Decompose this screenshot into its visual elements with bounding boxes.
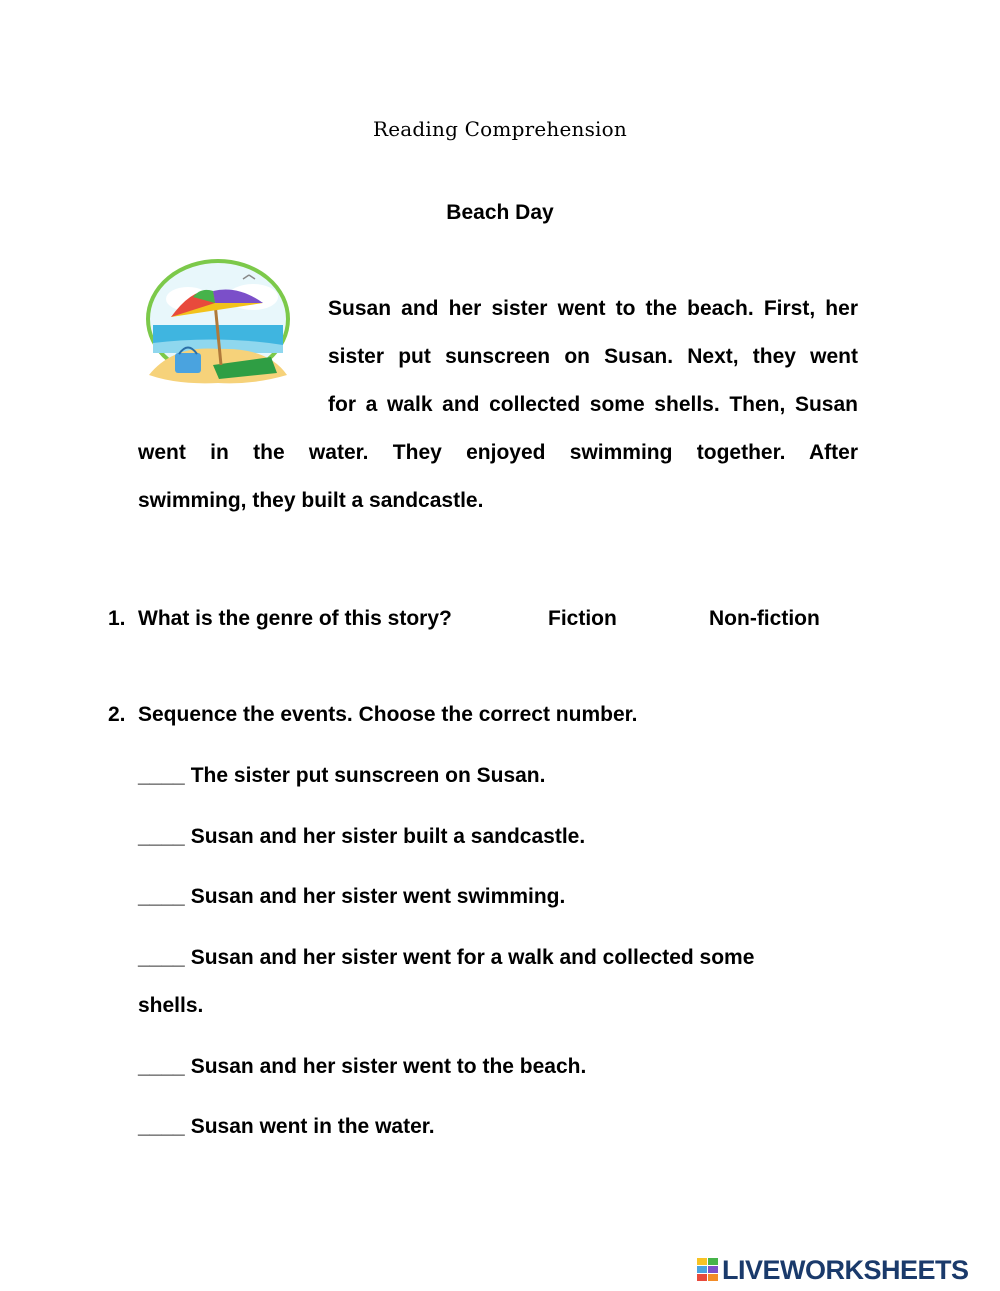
story-line: sister put sunscreen on Susan. Next, they went bbox=[328, 345, 858, 368]
sequence-blank[interactable]: ____ bbox=[138, 825, 185, 848]
sequence-item bbox=[138, 1115, 435, 1139]
sequence-item bbox=[138, 825, 585, 849]
sequence-item bbox=[138, 1055, 586, 1079]
sequence-blank[interactable]: ____ bbox=[138, 764, 185, 787]
option-non-fiction[interactable]: Non-fiction bbox=[709, 607, 820, 630]
sequence-blank[interactable]: ____ bbox=[138, 885, 185, 908]
story-line: went in the water. They enjoyed swimming together. After bbox=[138, 441, 858, 464]
liveworksheets-logo-icon bbox=[697, 1258, 719, 1282]
sequence-item-text: Susan and her sister went to the beach. bbox=[190, 1055, 587, 1078]
sequence-blank[interactable]: ____ bbox=[138, 1055, 185, 1078]
liveworksheets-logo[interactable] bbox=[697, 1255, 969, 1285]
sequence-item-text: Susan and her sister went swimming. bbox=[190, 885, 566, 908]
worksheet-heading: Reading Comprehension bbox=[373, 117, 627, 141]
logo-text: LIVEWORKSHEETS bbox=[722, 1254, 969, 1285]
beach-umbrella-icon bbox=[143, 257, 293, 397]
sequence-item-text: Susan and her sister built a sandcastle. bbox=[190, 825, 586, 848]
question-2-number: 2. bbox=[108, 703, 126, 726]
sequence-item-text: Susan and her sister went for a walk and collected some bbox=[190, 946, 755, 969]
option-fiction[interactable]: Fiction bbox=[548, 607, 617, 630]
sequence-item-text: shells. bbox=[138, 994, 204, 1017]
story-title: Beach Day bbox=[446, 201, 554, 224]
question-1-text: What is the genre of this story? bbox=[138, 607, 452, 630]
sequence-item bbox=[138, 764, 545, 788]
sequence-item bbox=[138, 885, 565, 909]
sequence-blank[interactable]: ____ bbox=[138, 946, 185, 969]
question-1-number: 1. bbox=[108, 607, 126, 630]
sequence-item bbox=[138, 946, 754, 970]
sequence-item-text: Susan went in the water. bbox=[190, 1115, 435, 1138]
story-line: swimming, they built a sandcastle. bbox=[138, 489, 484, 512]
story-line: for a walk and collected some shells. Then, Susan bbox=[328, 393, 858, 416]
sequence-item-continuation bbox=[138, 994, 203, 1018]
sequence-blank[interactable]: ____ bbox=[138, 1115, 185, 1138]
sequence-item-text: The sister put sunscreen on Susan. bbox=[190, 764, 546, 787]
story-line: Susan and her sister went to the beach. First, her bbox=[328, 297, 858, 320]
question-2-text: Sequence the events. Choose the correct number. bbox=[138, 703, 638, 726]
